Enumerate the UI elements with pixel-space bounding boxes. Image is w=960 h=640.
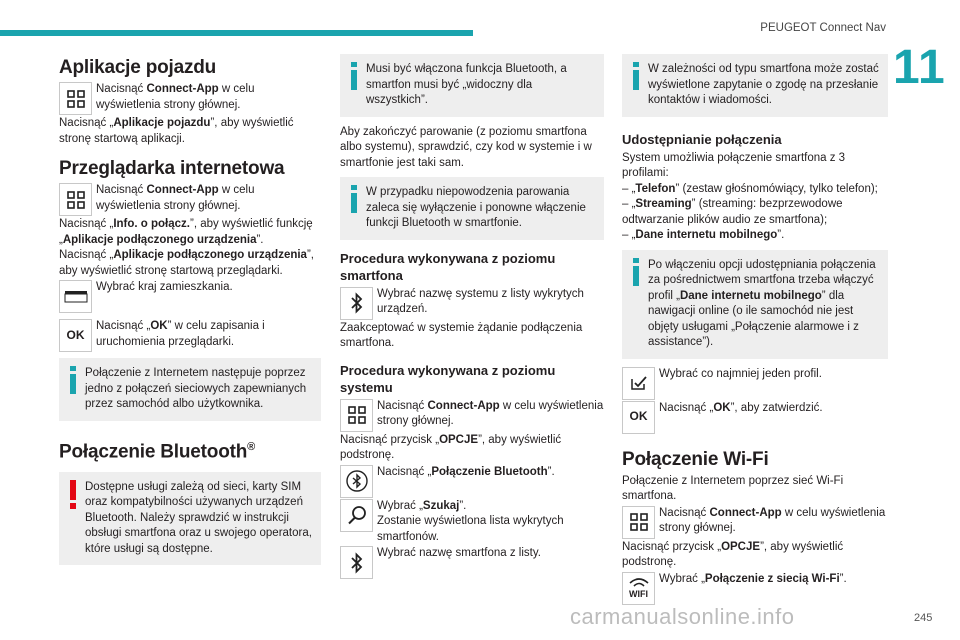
paragraph: Nacisnąć przycisk „OPCJE”, aby wyświetlić podstronę. xyxy=(622,540,844,568)
step-text: Nacisnąć Connect-App w celu wyświetlenia strony głównej. xyxy=(659,506,886,534)
note-text: Połączenie z Internetem następuje poprzez jedno z połączeń sieciowych zapewnianych przez samochód albo użytkownika. xyxy=(85,367,307,410)
note-text: Musi być włączona funkcja Bluetooth, a smartfon musi być „widoczny dla wszystkich”. xyxy=(366,63,567,106)
grid-apps-icon xyxy=(622,506,655,539)
info-icon xyxy=(630,258,644,288)
page-number: 245 xyxy=(914,612,933,624)
note-text: W przypadku niepowodzenia parowania zaleca się wyłączenie i ponowne włączenie funkcji Bluetooth w smartfonie. xyxy=(366,186,586,229)
info-note xyxy=(622,54,888,117)
heading-bluetooth: Połączenie Bluetooth® xyxy=(59,440,256,462)
step-select-country xyxy=(59,280,321,313)
step-connect-app xyxy=(622,506,888,539)
step-text: Wybrać co najmniej jeden profil. xyxy=(659,367,822,380)
info-note xyxy=(59,358,321,421)
step-text: Wybrać „Połączenie z siecią Wi-Fi”. xyxy=(659,572,847,585)
step-connect-app xyxy=(59,82,321,115)
step-ok xyxy=(622,401,888,434)
paragraph: Nacisnąć „Aplikacje podłączonego urządzenia”, aby wyświetlić stronę startową przeglądarki. xyxy=(59,249,314,277)
step-select-phone xyxy=(340,546,604,579)
paragraph: System umożliwia połączenie smartfona z 3 profilami: xyxy=(622,151,846,179)
header-accent-bar xyxy=(0,30,473,36)
info-note xyxy=(340,54,604,117)
list-item: – „Dane internetu mobilnego”. xyxy=(622,229,785,241)
step-wifi-connection xyxy=(622,572,888,605)
info-icon xyxy=(630,62,644,92)
ok-button-icon: OK xyxy=(59,319,92,352)
watermark: carmanualsonline.info xyxy=(570,604,795,629)
column-3 xyxy=(622,54,888,606)
step-text: Wybrać nazwę systemu z listy wykrytych urządzeń. xyxy=(377,287,584,315)
step-text: Nacisnąć Connect-App w celu wyświetlenia strony głównej. xyxy=(96,83,255,111)
note-text: Po włączeniu opcji udostępniania połączenia za pośrednictwem smartfona trzeba włączyć profil „Dane internetu mobilnego” dla nawigacji online (o ile samochód nie jest objęty usługami „Połączenie alarmowe i z assistance”). xyxy=(648,258,876,348)
info-icon xyxy=(67,366,81,396)
step-ok xyxy=(59,319,321,352)
info-note xyxy=(340,177,604,240)
grid-apps-icon xyxy=(59,183,92,216)
paragraph: Połączenie z Internetem poprzez sieć Wi-Fi smartfona. xyxy=(622,474,844,502)
heading-web-browser: Przeglądarka internetowa xyxy=(59,158,285,179)
step-search xyxy=(340,499,604,546)
grid-apps-icon xyxy=(59,82,92,115)
heading-connection-sharing: Udostępnianie połączenia xyxy=(622,131,782,147)
search-icon xyxy=(340,499,373,532)
heading-vehicle-apps: Aplikacje pojazdu xyxy=(59,57,217,78)
bluetooth-circle-icon xyxy=(340,465,373,498)
info-note xyxy=(622,250,888,359)
step-text: Wybrać kraj zamieszkania. xyxy=(96,281,233,293)
paragraph: Aby zakończyć parowanie (z poziomu smartfona albo systemu), sprawdzić, czy kod w systemie i w smartfonie jest taki sam. xyxy=(340,125,592,169)
bluetooth-icon xyxy=(340,287,373,320)
step-text: Wybrać „Szukaj”. Zostanie wyświetlona lista wykrytych smartfonów. xyxy=(377,499,564,543)
paragraph: Nacisnąć „Info. o połącz.”, aby wyświetlić funkcję „Aplikacje podłączonego urządzenia”. xyxy=(59,218,313,246)
page-header-title: PEUGEOT Connect Nav xyxy=(760,22,886,34)
step-text: Nacisnąć „Połączenie Bluetooth”. xyxy=(377,465,555,478)
chapter-number: 11 xyxy=(893,41,946,94)
column-2 xyxy=(340,54,604,580)
paragraph: Nacisnąć przycisk „OPCJE”, aby wyświetlić podstronę. xyxy=(340,433,562,461)
step-select-profile xyxy=(622,367,888,400)
info-icon xyxy=(348,185,362,215)
warning-note xyxy=(59,472,321,566)
paragraph: Nacisnąć „Aplikacje pojazdu”, aby wyświetlić stronę startową aplikacji. xyxy=(59,117,294,145)
grid-apps-icon xyxy=(340,399,373,432)
step-text: Wybrać nazwę smartfona z listy. xyxy=(377,547,541,559)
paragraph: Zaakceptować w systemie żądanie podłączenia smartfona. xyxy=(340,321,583,349)
heading-phone-procedure: Procedura wykonywana z poziomu smartfona xyxy=(340,250,556,283)
list-item: – „Telefon” (zestaw głośnomówiący, tylko telefon); xyxy=(622,182,878,195)
column-1 xyxy=(59,54,321,573)
step-select-system xyxy=(340,287,604,320)
wifi-icon: WIFI xyxy=(622,572,655,605)
bluetooth-icon xyxy=(340,546,373,579)
heading-system-procedure: Procedura wykonywana z poziomu systemu xyxy=(340,362,556,395)
warning-icon xyxy=(67,480,81,510)
step-connect-app xyxy=(59,183,321,216)
flag-icon xyxy=(59,280,92,313)
list-item: – „Streaming” (streaming: bezprzewodowe odtwarzanie plików audio ze smartfona); xyxy=(622,198,843,226)
step-text: Nacisnąć „OK”, aby zatwierdzić. xyxy=(659,401,823,414)
ok-button-icon: OK xyxy=(622,401,655,434)
heading-wifi: Połączenie Wi-Fi xyxy=(622,448,769,470)
step-bluetooth-connection xyxy=(340,465,604,498)
note-text: W zależności od typu smartfona może zostać wyświetlone zapytanie o zgodę na przesłanie kontaktów i wiadomości. xyxy=(648,63,879,106)
step-text: Nacisnąć „OK” w celu zapisania i uruchomienia przeglądarki. xyxy=(96,320,265,348)
step-text: Nacisnąć Connect-App w celu wyświetlenia strony głównej. xyxy=(96,184,255,212)
info-icon xyxy=(348,62,362,92)
note-text: Dostępne usługi zależą od sieci, karty SIM oraz kompatybilności używanych urządzeń Bluetooth. Należy sprawdzić w instrukcji obsługi smartfona oraz u swojego operatora, które usługi są dostępne. xyxy=(85,480,312,555)
checkbox-icon xyxy=(622,367,655,400)
step-connect-app xyxy=(340,399,604,432)
step-text: Nacisnąć Connect-App w celu wyświetlenia strony głównej. xyxy=(377,399,604,427)
